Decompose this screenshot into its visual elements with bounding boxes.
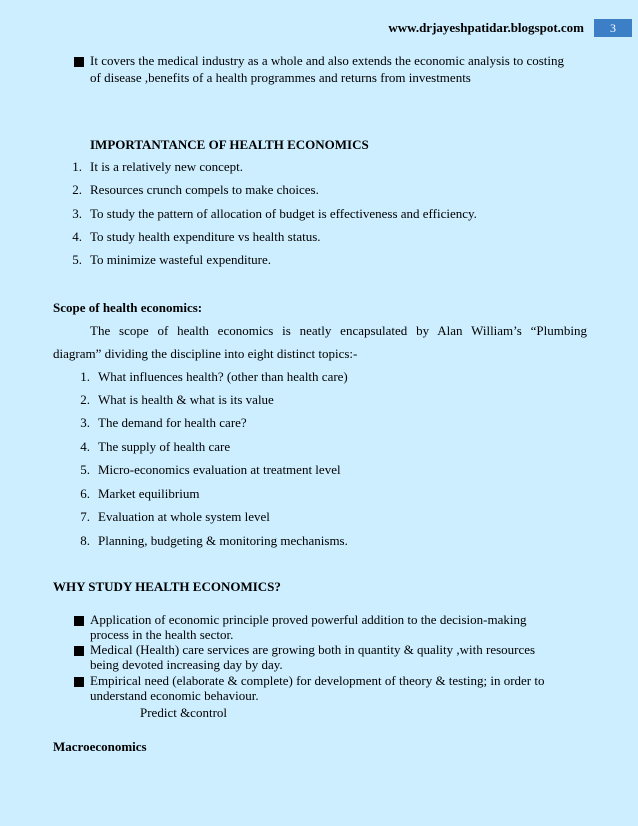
list-item: To minimize wasteful expenditure.	[90, 252, 272, 267]
why-heading: WHY STUDY HEALTH ECONOMICS?	[53, 579, 281, 594]
page-header	[388, 19, 632, 37]
square-bullet-icon	[74, 616, 84, 626]
list-number: 7.	[80, 509, 90, 524]
list-number: 4.	[72, 229, 82, 244]
list-item: Micro-economics evaluation at treatment level	[98, 462, 341, 477]
why-bullet3-line2: understand economic behaviour.	[90, 688, 259, 703]
list-item: Evaluation at whole system level	[98, 509, 270, 524]
list-number: 4.	[80, 439, 90, 454]
scope-paragraph-line2: diagram” dividing the discipline into eight distinct topics:-	[53, 346, 358, 361]
list-item: The supply of health care	[98, 439, 231, 454]
importance-heading: IMPORTANTANCE OF HEALTH ECONOMICS	[90, 137, 369, 152]
why-bullet1-line2: process in the health sector.	[90, 627, 234, 642]
square-bullet-icon	[74, 646, 84, 656]
list-item: Resources crunch compels to make choices.	[90, 182, 319, 197]
why-bullet2-line1: Medical (Health) care services are growing both in quantity & quality ,with resources	[90, 642, 536, 657]
list-number: 5.	[72, 252, 82, 267]
list-number: 3.	[80, 415, 90, 430]
scope-heading: Scope of health economics:	[53, 300, 203, 315]
square-bullet-icon	[74, 57, 84, 67]
list-number: 5.	[80, 462, 90, 477]
page-number: 3	[594, 19, 632, 37]
list-item: Planning, budgeting & monitoring mechanisms.	[98, 533, 348, 548]
list-number: 2.	[80, 392, 90, 407]
square-bullet-icon	[74, 677, 84, 687]
list-number: 6.	[80, 486, 90, 501]
list-item: It is a relatively new concept.	[90, 159, 244, 174]
scope-paragraph-line1: The scope of health economics is neatly encapsulated by Alan William’s “Plumbing	[90, 323, 587, 338]
list-number: 1.	[80, 369, 90, 384]
macroeconomics-heading: Macroeconomics	[53, 739, 147, 754]
why-bullet2-line2: being devoted increasing day by day.	[90, 657, 283, 672]
list-item: To study the pattern of allocation of budget is effectiveness and efficiency.	[90, 206, 477, 221]
why-bullet3-line1: Empirical need (elaborate & complete) for development of theory & testing; in order to	[90, 673, 545, 688]
list-item: The demand for health care?	[98, 415, 247, 430]
predict-control-text: Predict &control	[140, 705, 228, 720]
list-number: 1.	[72, 159, 82, 174]
list-number: 3.	[72, 206, 82, 221]
intro-bullet-line1: It covers the medical industry as a whole and also extends the economic analysis to costing	[90, 53, 565, 68]
list-item: Market equilibrium	[98, 486, 200, 501]
why-bullet1-line1: Application of economic principle proved powerful addition to the decision-making	[90, 612, 527, 627]
list-number: 2.	[72, 182, 82, 197]
intro-bullet-line2: of disease ,benefits of a health programmes and returns from investments	[90, 70, 471, 85]
list-item: What is health & what is its value	[98, 392, 274, 407]
list-item: To study health expenditure vs health status.	[90, 229, 321, 244]
site-url: www.drjayeshpatidar.blogspot.com	[388, 20, 584, 35]
list-number: 8.	[80, 533, 90, 548]
list-item: What influences health? (other than health care)	[98, 369, 348, 384]
